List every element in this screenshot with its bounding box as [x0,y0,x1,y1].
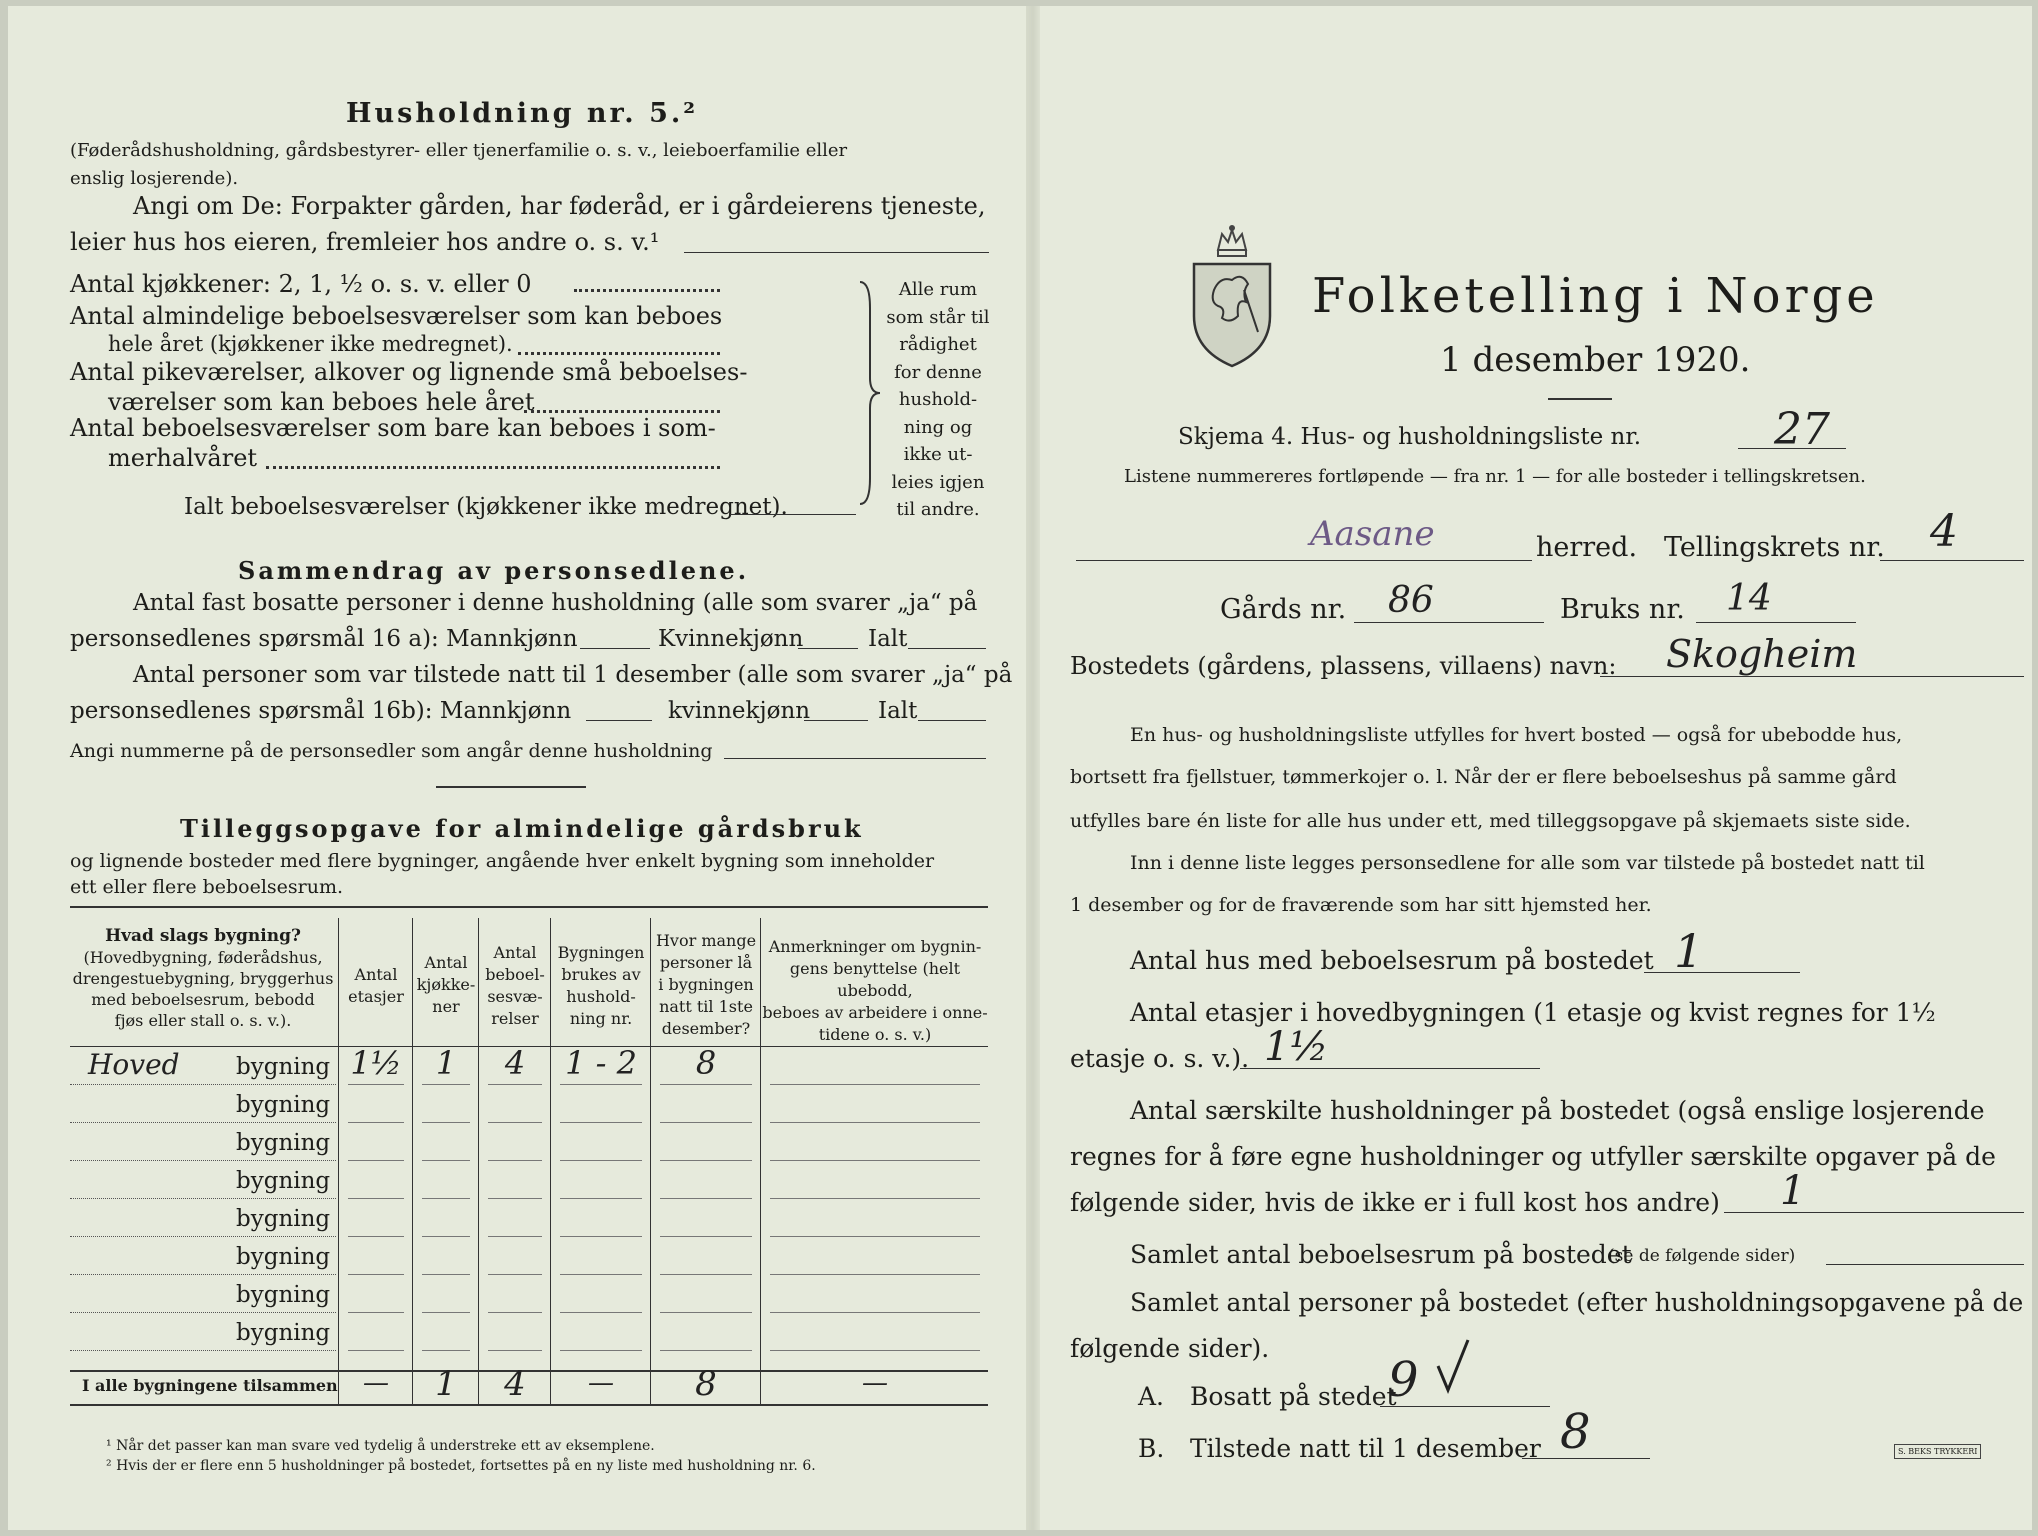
col-header-type: Hvad slags bygning? (Hovedbygning, føderådshus, drengestuebygning, bryggerhus med beboelsesrum, bebodd fjøs eller stall o. s. v.). [72,926,334,1030]
right-page [1040,6,2032,1530]
col-header-persons: Hvor mange personer lå i bygningen natt til 1ste desember? [655,931,757,1038]
ask-line-2: leier hus hos eieren, fremleier hos andre o. s. v.¹ [70,228,660,256]
total-rooms: 4 [504,1364,526,1404]
summary-fast-b: personsedlenes spørsmål 16 a): Mannkjønn [70,626,578,652]
q-households-c: følgende sider, hvis de ikke er i full kost hos andre) [1070,1188,1720,1217]
q-floors-a: Antal etasjer i hovedbygningen (1 etasje og kvist regnes for 1½ [1130,998,1936,1027]
a-label: A. [1138,1382,1165,1411]
total-floors: — [363,1368,389,1398]
building-label: bygning [236,1244,331,1270]
q-persons-a: Samlet antal personer på bostedet (efter husholdningsopgavene på de [1130,1288,2024,1317]
household-title: Husholdning nr. 5.² [346,98,699,129]
cell-kjokken[interactable]: 1 [435,1044,457,1082]
total-notes: — [862,1368,888,1398]
footnote-2: ² Hvis der er flere enn 5 husholdninger på bostedet, fortsettes på en ny liste med husholdning nr. 6. [106,1458,816,1474]
krets-label: Tellingskrets nr. [1664,532,1885,563]
col-header-rooms: Antal beboel- sesvæ- relser [485,943,545,1028]
footnote-1: ¹ Når det passer kan man svare ved tydelig å understreke ett av eksemplene. [106,1438,655,1454]
q-rooms: Samlet antal beboelsesrum på bostedet [1130,1240,1632,1269]
instructions-1a: En hus- og husholdningsliste utfylles for hvert bosted — også for ubebodde hus, [1130,724,1903,746]
q-households-a: Antal særskilte husholdninger på bostedet (også enslige losjerende [1130,1096,1985,1125]
census-date: 1 desember 1920. [1440,340,1751,380]
rooms-ordinary-b: hele året (kjøkkener ikke medregnet). [108,332,513,356]
summary-fast-a: Antal fast bosatte personer i denne husholdning (alle som svarer „ja“ på [133,590,978,616]
a-value[interactable]: 9 [1388,1352,1419,1408]
schema-number[interactable]: 27 [1774,404,1830,455]
q-persons-b: følgende sider). [1070,1334,1270,1363]
household-sub-1: (Føderådshusholdning, gårdsbestyrer- eller tjenerfamilie o. s. v., leieboerfamilie eller [70,140,848,161]
b-label: B. [1138,1434,1165,1463]
building-label: bygning [236,1206,331,1232]
building-label: bygning [236,1168,331,1194]
summary-present-b: personsedlenes spørsmål 16b): Mannkjønn [70,698,572,724]
household-sub-2: enslig losjerende). [70,168,239,189]
q-floors-value[interactable]: 1½ [1264,1024,1329,1070]
rooms-small-a: Antal pikeværelser, alkover og lignende små beboelses- [70,358,748,386]
summary-numbers: Angi nummerne på de personsedler som angår denne husholdning [70,740,713,762]
cell-hush[interactable]: 1 - 2 [565,1044,637,1082]
total-persons: 8 [695,1364,717,1404]
numbering-note: Listene nummereres fortløpende — fra nr. 1 — for alle bosteder i tellingskretsen. [1124,466,1866,487]
col-header-floors: Antal etasjer [348,965,404,1006]
q-houses: Antal hus med beboelsesrum på bostedet [1130,946,1654,975]
b-value[interactable]: 8 [1560,1404,1591,1460]
rooms-summer-a: Antal beboelsesværelser som bare kan beboes i som- [70,414,716,442]
ask-answer-line [684,252,989,253]
bosted-label: Bostedets (gårdens, plassens, villaens) navn: [1070,652,1617,680]
schema-label: Skjema 4. Hus- og husholdningsliste nr. [1178,424,1642,450]
gards-label: Gårds nr. [1220,594,1347,625]
herred-value[interactable]: Aasane [1310,514,1435,554]
printer-stamp: S. BEKS TRYKKERI [1894,1444,1981,1459]
rooms-ordinary-a: Antal almindelige beboelsesværelser som kan beboes [70,302,723,330]
instructions-1c: utfylles bare én liste for alle hus under ett, med tilleggsopgave på skjemaets siste side. [1070,810,1911,832]
col-header-notes: Anmerkninger om bygnin- gens benyttelse (helt ubebodd, beboes av arbeidere i onne- tidene o. s. v.) [762,937,988,1044]
summary-fast-ialt: Ialt [868,626,908,652]
summary-present-ialt: Ialt [878,698,918,724]
rooms-summer-b: merhalvåret [108,444,258,472]
total-household: — [588,1368,614,1398]
summary-fast-kvinne: Kvinnekjønn [658,626,804,652]
q-floors-b: etasje o. s. v.). [1070,1044,1250,1073]
bosted-value[interactable]: Skogheim [1666,632,1858,676]
total-kitchens: 1 [435,1364,457,1404]
col-header-household: Bygningen brukes av hushold- ning nr. [557,943,645,1028]
q-houses-value[interactable]: 1 [1674,924,1704,978]
summary-heading: Sammendrag av personsedlene. [238,556,750,585]
supplement-text-2: ett eller flere beboelsesrum. [70,876,344,898]
divider [436,786,586,788]
herred-label: herred. [1536,532,1638,563]
krets-value[interactable]: 4 [1930,506,1958,557]
building-label: bygning [236,1320,331,1346]
bruks-label: Bruks nr. [1560,594,1685,625]
building-type[interactable]: Hoved [88,1048,180,1081]
q-households-value[interactable]: 1 [1780,1168,1806,1214]
supplement-text-1: og lignende bosteder med flere bygninger, angående hver enkelt bygning som inneholder [70,850,935,872]
a-text: Bosatt på stedet [1190,1382,1397,1411]
instructions-1b: bortsett fra fjellstuer, tømmerkojer o. l. Når der er flere beboelseshus på samme gård [1070,766,1897,788]
center-fold [1026,6,1040,1530]
gards-value[interactable]: 86 [1388,580,1434,621]
bruks-value[interactable]: 14 [1726,578,1772,619]
census-title: Folketelling i Norge [1312,268,1879,324]
building-label: bygning [236,1092,331,1118]
instructions-2a: Inn i denne liste legges personsedlene for alle som var tilstede på bostedet natt til [1130,852,1925,874]
supplement-heading: Tilleggsopgave for almindelige gårdsbruk [180,814,864,843]
left-page [8,6,1026,1530]
building-label: bygning [236,1130,331,1156]
b-text: Tilstede natt til 1 desember [1190,1434,1541,1463]
cell-personer[interactable]: 8 [695,1044,717,1082]
cell-etasjer[interactable]: 1½ [350,1044,402,1082]
ask-line-1: Angi om De: Forpakter gården, har føderåd, er i gårdeierens tjeneste, [133,192,986,220]
total-label: I alle bygningene tilsammen [82,1376,338,1395]
rooms-kitchens: Antal kjøkkener: 2, 1, ½ o. s. v. eller 0 [70,270,532,298]
rooms-small-b: værelser som kan beboes hele året [108,388,535,416]
summary-present-kvinne: kvinnekjønn [668,698,811,724]
col-header-kitchens: Antal kjøkke- ner [416,953,476,1016]
cell-vaerelser[interactable]: 4 [504,1044,526,1082]
building-label: bygning [236,1282,331,1308]
rooms-total: Ialt beboelsesværelser (kjøkkener ikke medregnet). [184,494,788,520]
coat-of-arms-icon [1184,220,1280,370]
brace-note: Alle rum som står til rådighet for denne hushold- ning og ikke ut- leies igjen til andre. [886,279,990,520]
instructions-2b: 1 desember og for de fraværende som har sitt hjemsted her. [1070,894,1652,916]
q-rooms-note: (se de følgende sider) [1608,1246,1796,1266]
census-sheet [8,6,2032,1530]
q-households-b: regnes for å føre egne husholdninger og utfyller særskilte opgaver på de [1070,1142,1996,1171]
building-label: bygning [236,1054,331,1080]
summary-present-a: Antal personer som var tilstede natt til 1 desember (alle som svarer „ja“ på [133,662,1013,688]
checkmark-icon [1434,1336,1474,1396]
